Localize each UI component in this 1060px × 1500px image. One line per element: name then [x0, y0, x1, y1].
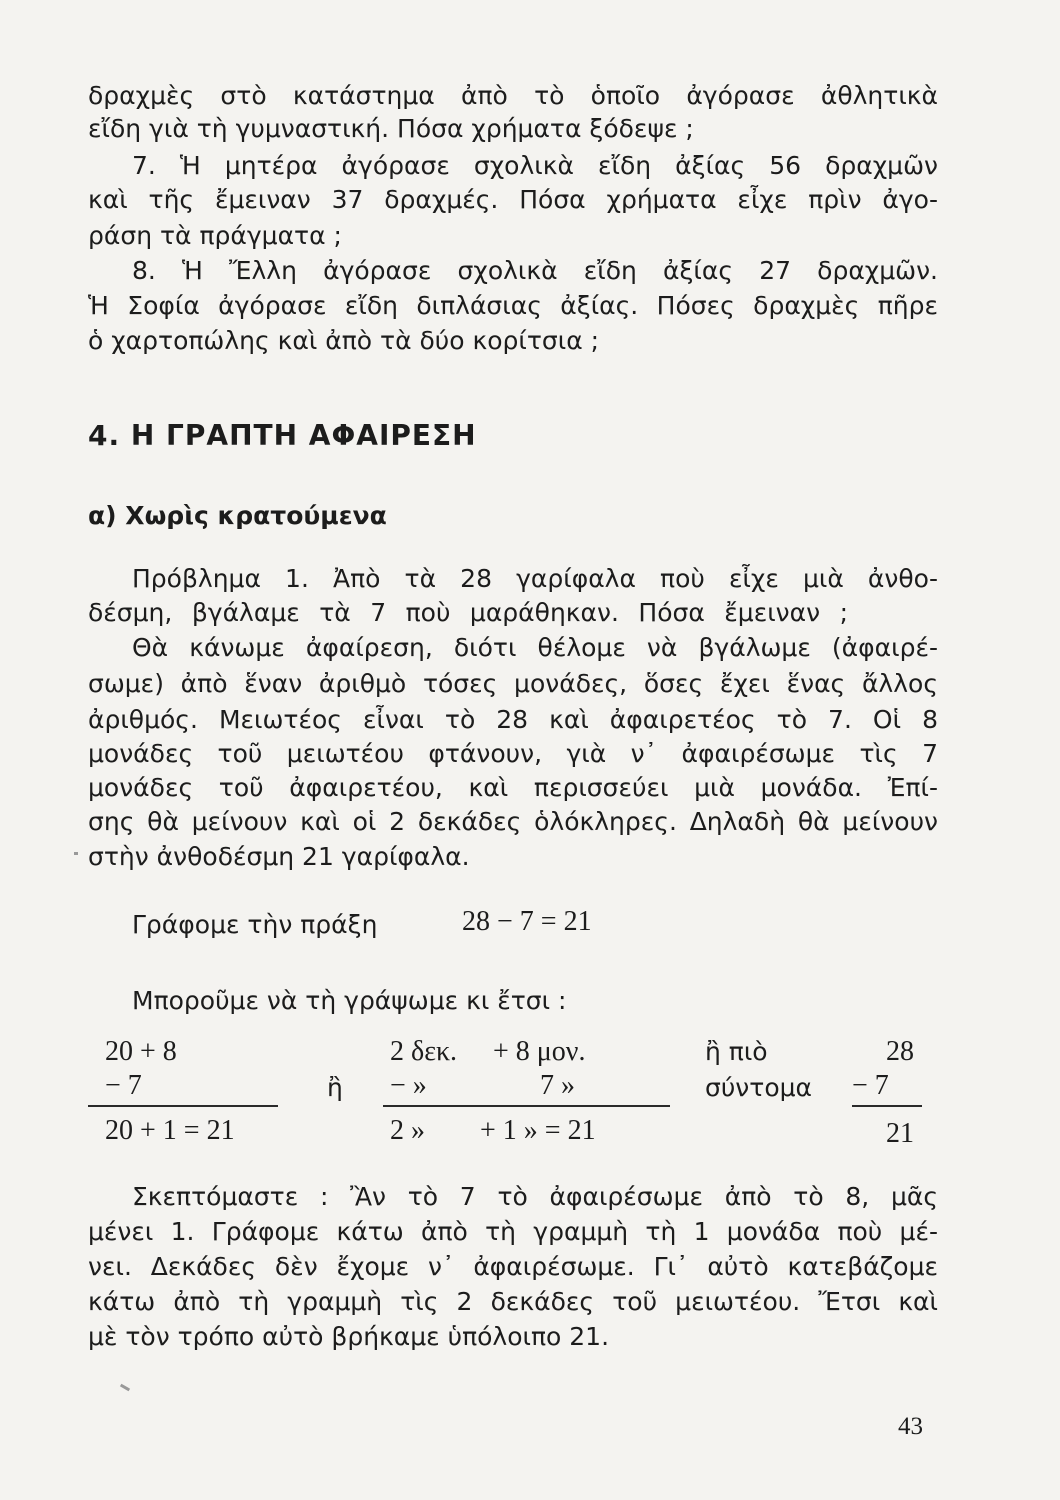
scan-speck: [74, 852, 78, 855]
calc-col3-minuend: 28: [886, 1036, 914, 1067]
text-line: ράση τὰ πράγματα ;: [88, 221, 342, 250]
text-line: μονάδες τοῦ μειωτέου φτάνουν, γιὰ ν᾽ ἀφαιρέσωμε τὶς 7: [88, 739, 938, 768]
calc-col3-rule: [852, 1105, 922, 1107]
calc-col2-rule: [383, 1105, 670, 1107]
text-line: 7. Ἡ μητέρα ἀγόρασε σχολικὰ εἴδη ἀξίας 56 δραχμῶν: [132, 151, 938, 180]
text-line: Πρόβλημα 1. Ἀπὸ τὰ 28 γαρίφαλα ποὺ εἶχε μιὰ ἀνθο-: [132, 564, 938, 593]
calc-col2-row2-tens: − »: [390, 1070, 427, 1101]
text-line: κάτω ἀπὸ τὴ γραμμὴ τὶς 2 δεκάδες τοῦ μειωτέου. Ἔτσι καὶ: [88, 1287, 938, 1316]
text-line: 8. Ἡ Ἔλλη ἀγόρασε σχολικὰ εἴδη ἀξίας 27 δραχμῶν.: [132, 256, 938, 285]
calc-shorter-label: σύντομα: [705, 1073, 813, 1102]
calc-col1-result: 20 + 1 = 21: [105, 1115, 235, 1146]
calc-col2-row1-tens: 2 δεκ.: [390, 1036, 458, 1067]
text-line: νει. Δεκάδες δὲν ἔχομε ν᾽ ἀφαιρέσωμε. Γι᾽ αὐτὸ κατεβάζομε: [88, 1252, 938, 1281]
calc-col1-row1: 20 + 8: [105, 1036, 177, 1067]
calc-col3-result: 21: [886, 1118, 914, 1149]
calc-or: ἢ: [327, 1073, 343, 1102]
text-line: ὁ χαρτοπώλης καὶ ἀπὸ τὰ δύο κορίτσια ;: [88, 326, 600, 355]
text-line: δραχμὲς στὸ κατάστημα ἀπὸ τὸ ὁποῖο ἀγόρασε ἀθλητικὰ: [88, 81, 938, 110]
operation-label: Γράφομε τὴν πράξη: [132, 910, 378, 939]
calc-col1-rule: [88, 1105, 278, 1107]
text-line: στὴν ἀνθοδέσμη 21 γαρίφαλα.: [88, 842, 470, 871]
text-line: Σκεπτόμαστε : Ἂν τὸ 7 τὸ ἀφαιρέσωμε ἀπὸ τὸ 8, μᾶς: [132, 1182, 938, 1211]
page-number: 43: [898, 1413, 923, 1440]
text-line: μένει 1. Γράφομε κάτω ἀπὸ τὴ γραμμὴ τὴ 1 μονάδα ποὺ μέ-: [88, 1217, 938, 1246]
calc-col2-result-units: + 1 » = 21: [480, 1115, 596, 1146]
section-title: 4. Η ΓΡΑΠΤΗ ΑΦΑΙΡΕΣΗ: [88, 419, 477, 452]
text-line: μονάδες τοῦ ἀφαιρετέου, καὶ περισσεύει μιὰ μονάδα. Ἐπί-: [88, 773, 938, 802]
scan-speck: [120, 1384, 130, 1392]
calc-col1-row2: − 7: [105, 1070, 142, 1101]
calc-col2-result-tens: 2 »: [390, 1115, 425, 1146]
subsection-title: α) Χωρὶς κρατούμενα: [88, 501, 387, 530]
calc-col2-row2-units: 7 »: [540, 1070, 575, 1101]
text-line: σωμε) ἀπὸ ἕναν ἀριθμὸ τόσες μονάδες, ὅσες ἔχει ἕνας ἄλλος: [88, 669, 938, 698]
text-line: μὲ τὸν τρόπο αὐτὸ βρήκαμε ὑπόλοιπο 21.: [88, 1322, 610, 1351]
text-line: δέσμη, βγάλαμε τὰ 7 ποὺ μαράθηκαν. Πόσα ἔμειναν ;: [88, 598, 848, 627]
text-line: Θὰ κάνωμε ἀφαίρεση, διότι θέλομε νὰ βγάλωμε (ἀφαιρέ-: [132, 633, 938, 662]
calc-col2-row1-units: + 8 μον.: [493, 1036, 586, 1067]
operation-expression: 28 − 7 = 21: [462, 906, 592, 937]
alt-intro: Μποροῦμε νὰ τὴ γράψωμε κι ἔτσι :: [132, 986, 567, 1015]
calc-or-shorter: ἢ πιὸ: [705, 1037, 768, 1066]
text-line: σης θὰ μείνουν καὶ οἱ 2 δεκάδες ὁλόκληρες. Δηλαδὴ θὰ μείνουν: [88, 807, 938, 836]
text-line: εἴδη γιὰ τὴ γυμναστική. Πόσα χρήματα ξόδεψε ;: [88, 114, 694, 143]
calc-col3-subtrahend: − 7: [852, 1070, 889, 1101]
text-line: καὶ τῆς ἔμειναν 37 δραχμές. Πόσα χρήματα εἶχε πρὶν ἀγο-: [88, 185, 938, 214]
text-line: Ἡ Σοφία ἀγόρασε εἴδη διπλάσιας ἀξίας. Πόσες δραχμὲς πῆρε: [88, 291, 938, 320]
text-line: ἀριθμός. Μειωτέος εἶναι τὸ 28 καὶ ἀφαιρετέος τὸ 7. Οἱ 8: [88, 705, 938, 734]
